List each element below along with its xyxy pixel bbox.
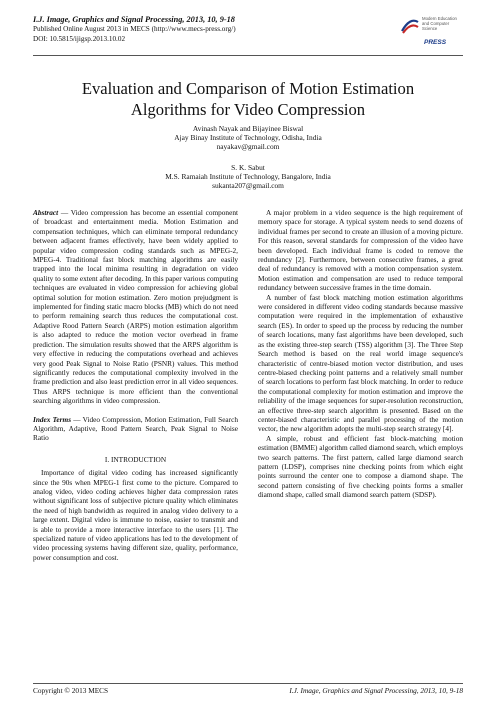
title-line-1: Evaluation and Comparison of Motion Estimation xyxy=(81,79,415,98)
abstract-label: Abstract xyxy=(33,208,59,217)
intro-paragraph-4: A simple, robust and efficient fast block-matching motion estimation (BMME) algorithm called diamond search, which employs two search patterns. The first pattern, called large diamond search pattern (LDSP), comprises nine checking points from which eight points surround the center one to compose a diamond shape. The second pattern consisting of five checking points forms a smaller diamond shape, called small diamond search pattern (SDSP). xyxy=(258,433,463,500)
intro-paragraph-1: Importance of digital video coding has increased significantly since the 90s when MPEG-1 first come to the picture. Compared to analog video, video coding achieves higher data compression rates without significant loss of subjective picture quality which eliminates the need of high bandwidth as required in analog video delivery to a large extent. Digital video is immune to noise, easier to transmit and is able to provide a more interactive interface to the users [1]. The specialized nature of video applications has led to the development of video processing systems having different size, quality, performance, power consumption and cost. xyxy=(33,468,238,562)
author-gap xyxy=(30,151,466,163)
footer-copyright: Copyright © 2013 MECS xyxy=(33,686,109,695)
section-heading: I. INTRODUCTION xyxy=(104,454,167,464)
abstract xyxy=(33,208,238,406)
title-line-2: Algorithms for Video Compression xyxy=(130,100,366,119)
intro-paragraph-2: A major problem in a video sequence is the high requirement of memory space for storage. A typical system needs to send dozens of individual frames per second to create an illusion of a moving picture. For this reason, several standards for compression of the video have been developed. Each individual frame is coded to remove the redundancy [2]. Furthermore, between consecutive frames, a great deal of redundancy is removed with a motion compensation system. Motion estimation and compensation are used to reduce temporal redundancy between successive frames in the time domain. xyxy=(258,208,463,293)
author-1-email: nayakav@gmail.com xyxy=(216,142,280,151)
right-column xyxy=(258,208,463,500)
index-terms-text: — Video Compression, Motion Estimation, Full Search Algorithm, Adaptive, Rood Pattern Search, Peak Signal to Noise Ratio xyxy=(33,414,238,443)
header-rule xyxy=(33,55,463,56)
publisher-logo xyxy=(400,12,462,54)
author-2-email: sukanta207@gmail.com xyxy=(212,181,284,190)
author-1-affiliation: Ajay Binay Institute of Technology, Odisha, India xyxy=(174,133,322,142)
abstract-text: — Video compression has become an essential component of broadcast and entertainment media. Motion Estimation and compensation techniques, which can eliminate temporal redundancy between adjacent frames effectively, have been widely applied to popular video compression coding standards such as MPEG-2, MPEG-4. Traditional fast block matching algorithms are easily trapped into the local minima resulting in degradation on video quality to some extent after decoding. In this paper various computing techniques are evaluated in video compression for achieving global optimal solution for motion estimation. Zero motion prejudgment is implemented for finding static macro blocks (MB) which do not need to perform remaining search thus reduces the computational cost. Adaptive Rood Pattern Search (ARPS) motion estimation algorithm is also adapted to reduce the motion vector overhead in frame prediction. The simulation results showed that the ARPS algorithm is very effective in reducing the computations overhead and achieves very good Peak Signal to Noise Ratio (PSNR) values. This method significantly reduces the computational complexity involved in the frame prediction and also least prediction error in all video sequences. Thus ARPS technique is more efficient than the conventional searching algorithms in video compression. xyxy=(33,208,238,406)
footer-journal: I.J. Image, Graphics and Signal Processing, 2013, 10, 9-18 xyxy=(289,686,463,695)
left-column xyxy=(33,208,238,562)
intro-paragraph-3: A number of fast block matching motion estimation algorithms were considered in different video coding standards because massive computation were required in the implementation of exhaustive search (ES). In order to speed up the process by reducing the number of search locations, many fast algorithms have been developed, such as the existing three-step search (TSS) algorithm [3]. The Three Step Search method is based on the real world image sequence's characteristic of centre-biased motion vector distribution, and uses centre-biased checking point patterns and a relatively small number of search locations to perform fast block matching. In order to reduce the computational complexity for motion estimation and improve the reliability of the image sequences for super-resolution reconstruction, an effective three-step search algorithm is presented. Based on the center-biased characteristic and parallel processing of the motion vector, the new algorithm adopts the multi-step search strategy [4]. xyxy=(258,292,463,434)
publisher-brand: PRESS xyxy=(424,39,447,46)
index-terms xyxy=(33,415,238,443)
journal-citation: I.J. Image, Graphics and Signal Processing, 2013, 10, 9-18 xyxy=(33,15,235,24)
author-1-names: Avinash Nayak and Bijayinee Biswal xyxy=(192,124,304,133)
publisher-name: Modern Education and Computer Science xyxy=(422,16,457,31)
author-block xyxy=(30,124,466,190)
footer-rule xyxy=(33,683,463,684)
author-2-name: S. K. Sabut xyxy=(231,163,265,172)
journal-header xyxy=(33,14,373,44)
paper-title xyxy=(30,78,466,120)
doi: DOI: 10.5815/ijigsp.2013.10.02 xyxy=(33,34,126,43)
published-online: Published Online August 2013 in MECS (http://www.mecs-press.org/) xyxy=(33,25,236,33)
index-terms-label: Index Terms xyxy=(33,414,72,424)
mecs-logo-icon xyxy=(400,14,420,34)
author-2-affiliation: M.S. Ramaiah Institute of Technology, Bangalore, India xyxy=(165,172,331,181)
